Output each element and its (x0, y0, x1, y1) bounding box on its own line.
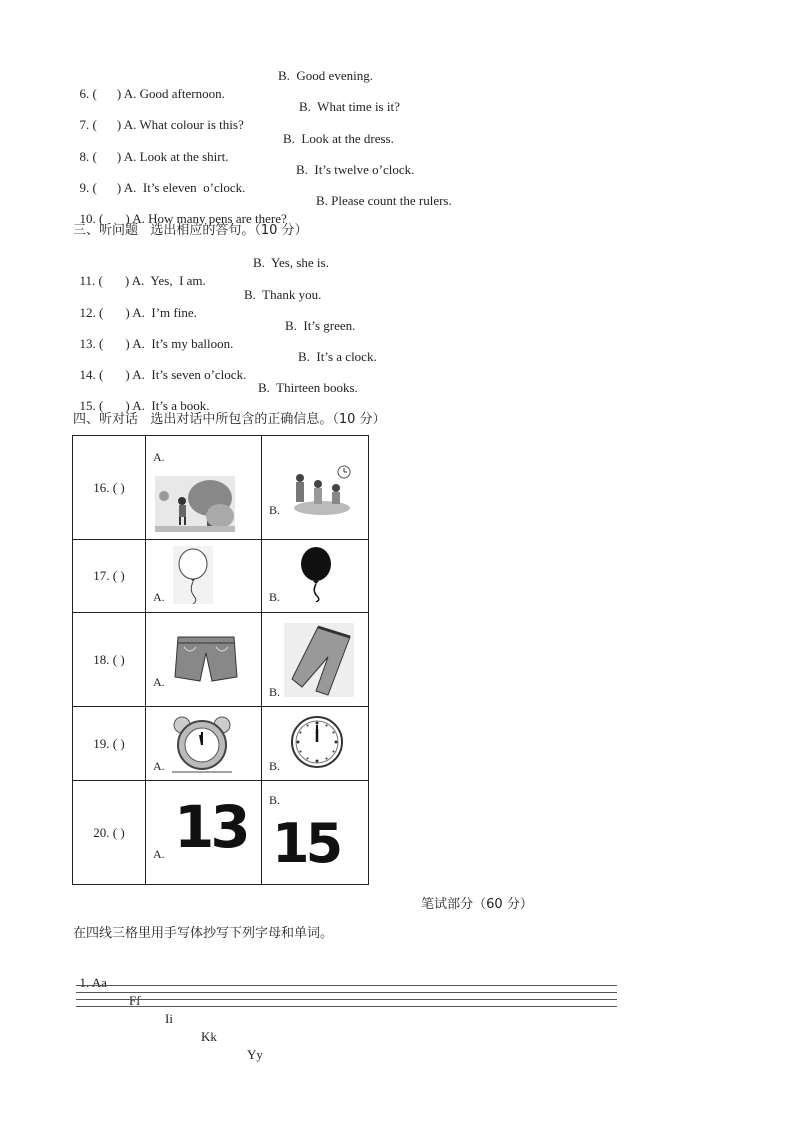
shorts-picture (174, 635, 238, 685)
table-row (73, 540, 369, 613)
family-dinner-clock-picture (290, 464, 354, 516)
row-number: 18. ( ) (73, 613, 146, 707)
section-3-title: 三、听问题 选出相应的答句。（10 分） (73, 223, 308, 238)
question-item-12: 12. ( ) A. I’m fine. B. Thank you. (79, 287, 322, 320)
copy-item-1: 1. Aa Ff Ii Kk Yy (79, 975, 263, 1062)
wall-clock-picture (290, 715, 344, 769)
question-item-13: 13. ( ) A. It’s my balloon. B. It’s green. (79, 318, 356, 351)
option-b-cell[interactable]: B. (262, 540, 369, 613)
listen-item-8: 8. ( ) A. Look at the shirt. B. Look at the dress. (79, 131, 394, 164)
number-fifteen: 15 (272, 812, 340, 875)
option-b-cell[interactable]: B. (262, 613, 369, 707)
question-item-14: 14. ( ) A. It’s seven o’clock. B. It’s a clock. (79, 349, 377, 382)
alarm-clock-picture (172, 715, 232, 773)
row-number: 19. ( ) (73, 707, 146, 781)
written-part-title: 笔试部分（60 分） (421, 897, 533, 912)
picture-table (72, 435, 369, 885)
row-number: 17. ( ) (73, 540, 146, 613)
option-b-cell[interactable]: B. (262, 436, 369, 540)
listen-item-7: 7. ( ) A. What colour is this? B. What time is it? (79, 99, 400, 132)
section-4-title: 四、听对话 选出对话中所包含的正确信息。（10 分） (73, 412, 386, 427)
listen-item-10: 10. ( ) A. How many pens are there? B. Please count the rulers. (79, 193, 452, 226)
white-balloon-picture (173, 546, 213, 604)
black-balloon-picture (298, 546, 334, 602)
option-a-cell[interactable]: A. (146, 436, 262, 540)
number-thirteen: 13 (174, 793, 247, 861)
option-b-cell[interactable]: B. 15 (262, 781, 369, 885)
option-a-cell[interactable]: A. (146, 540, 262, 613)
table-row (73, 781, 369, 885)
listen-item-9: 9. ( ) A. It’s eleven o’clock. B. It’s twelve o’clock. (79, 162, 415, 195)
option-a-cell[interactable]: A. (146, 707, 262, 781)
trousers-picture (284, 623, 354, 697)
row-number: 20. ( ) (73, 781, 146, 885)
listen-item-6: 6. ( ) A. Good afternoon. B. Good evening. (79, 68, 373, 101)
table-row (73, 613, 369, 707)
question-item-11: 11. ( ) A. Yes, I am. B. Yes, she is. (79, 255, 329, 288)
table-row (73, 436, 369, 540)
option-a-cell[interactable]: 13 A. (146, 781, 262, 885)
option-a-cell[interactable]: A. (146, 613, 262, 707)
option-b-cell[interactable]: B. (262, 707, 369, 781)
four-line-writing-grid[interactable] (76, 985, 617, 1013)
table-row (73, 707, 369, 781)
sunset-girl-tree-picture (155, 476, 235, 532)
copy-instruction: 在四线三格里用手写体抄写下列字母和单词。 (73, 926, 334, 941)
question-item-15: 15. ( ) A. It’s a book. B. Thirteen books. (79, 380, 358, 413)
row-number: 16. ( ) (73, 436, 146, 540)
